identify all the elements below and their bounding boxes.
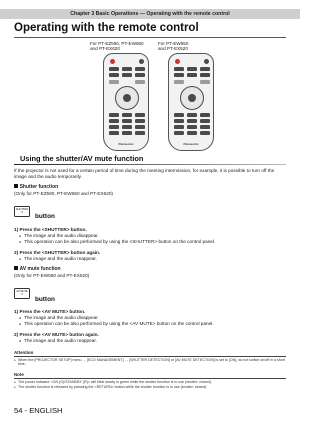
shutter-heading-text: Shutter function	[19, 184, 59, 190]
function-button-icon	[135, 113, 145, 117]
shutter-step-1-bullet-1: ● The image and the audio disappear.	[24, 233, 286, 239]
shutter-applies: (Only for PT-EZ590, PT-EW650 and PT-EX620)	[14, 191, 113, 196]
page-title: Operating with the remote control	[14, 22, 199, 34]
function-button-icon	[200, 113, 210, 117]
input-button-icon	[200, 73, 210, 77]
input-button-icon	[109, 73, 119, 77]
number-button-icon	[122, 131, 132, 135]
input-button-icon	[174, 67, 184, 71]
menu-button-icon	[174, 80, 184, 84]
input-button-icon	[122, 67, 132, 71]
shutter-button-word: button	[35, 213, 55, 220]
shutter-button-icon	[109, 113, 119, 117]
remote-control-image-right	[168, 53, 214, 151]
avmute-step-1-bullet-2: ● This operation can be also performed by using the <AV MUTE> button on the control panel.	[24, 321, 286, 327]
attention-rule	[14, 356, 286, 357]
shutter-step-2-bullet-1: ● The image and the audio reappear.	[24, 256, 286, 262]
av-mute-button-icon	[174, 113, 184, 117]
left-remote-label-line2: and PT-EX620	[90, 46, 120, 52]
input-button-icon	[187, 73, 197, 77]
right-remote-label	[158, 41, 188, 52]
shutter-step-1: 1) Press the <SHUTTER> button.	[14, 227, 87, 232]
number-button-icon	[135, 125, 145, 129]
avmute-key-icon	[14, 288, 30, 299]
avmute-button-word: button	[35, 296, 55, 303]
number-button-icon	[200, 125, 210, 129]
shutter-step-1-bullet-2: ● This operation can be also performed by using the <SHUTTER> button on the control panel.	[24, 239, 286, 245]
return-button-icon	[135, 80, 145, 84]
number-button-icon	[174, 125, 184, 129]
number-button-icon	[109, 131, 119, 135]
left-remote-label	[90, 41, 144, 52]
avmute-heading	[14, 266, 286, 272]
number-button-icon	[135, 131, 145, 135]
function-button-icon	[187, 113, 197, 117]
section-rule	[14, 164, 286, 165]
avmute-heading-text: AV mute function	[19, 266, 61, 272]
function-button-icon	[200, 119, 210, 123]
input-button-icon	[174, 73, 184, 77]
function-button-icon	[187, 119, 197, 123]
function-button-icon	[122, 113, 132, 117]
number-button-icon	[187, 131, 197, 135]
power-button-icon	[110, 59, 115, 64]
standby-button-icon	[139, 59, 144, 64]
input-button-icon	[200, 67, 210, 71]
section-title: Using the shutter/AV mute function	[20, 154, 144, 163]
number-button-icon	[200, 131, 210, 135]
function-button-icon	[109, 119, 119, 123]
right-remote-label-line2: and PT-EX520	[158, 46, 188, 52]
right-remote-label-line1: For PT-EW550	[158, 41, 189, 46]
number-button-icon	[187, 125, 197, 129]
shutter-key-label: SHUTTER	[15, 208, 29, 211]
attention-item-1: ● When the [PROJECTOR SETUP] menu → [ECO MANAGEMENT] → [SHUTTER DETECTION] or [AV MUTE DETECTION] is set to [ON], do not switch on/off in a short time.	[18, 358, 286, 367]
note-item-1: ● The power indicator <ON (G)/STANDBY (R)> will blink slowly in green while the shutter function is in use (shutter: closed).	[18, 380, 286, 384]
bullet-square-icon	[14, 266, 18, 270]
section-header	[14, 153, 286, 165]
page-number: 54 - ENGLISH	[14, 406, 63, 415]
function-button-icon	[174, 119, 184, 123]
section-intro: If the projector is not used for a certain period of time during the meeting intermission, for example, it is possible to turn off the image and the audio temporarily.	[14, 168, 275, 179]
shutter-key-icon	[14, 206, 30, 217]
enter-button-icon	[123, 94, 131, 102]
function-button-icon	[122, 119, 132, 123]
note-heading: Note	[14, 372, 24, 377]
avmute-step-1-bullet-1: ● The image and the audio disappear.	[24, 315, 286, 321]
input-button-icon	[122, 73, 132, 77]
power-button-icon	[175, 59, 180, 64]
avmute-step-1: 1) Press the <AV MUTE> button.	[14, 309, 86, 314]
return-button-icon	[200, 80, 210, 84]
number-button-icon	[174, 131, 184, 135]
menu-button-icon	[109, 80, 119, 84]
number-button-icon	[122, 125, 132, 129]
shutter-heading	[14, 184, 286, 190]
note-rule	[14, 378, 286, 379]
avmute-applies: (Only for PT-EW550 and PT-EX520)	[14, 273, 90, 278]
title-rule	[14, 37, 286, 38]
standby-button-icon	[204, 59, 209, 64]
avmute-key-number: 3	[21, 293, 23, 297]
avmute-step-2-bullet-1: ● The image and the audio reappear.	[24, 338, 286, 344]
remote-control-image-left	[103, 53, 149, 151]
shutter-key-number: 3	[21, 211, 23, 215]
shutter-step-2: 2) Press the <SHUTTER> button again.	[14, 250, 101, 255]
bullet-square-icon	[14, 184, 18, 188]
avmute-step-2: 2) Press the <AV MUTE> button again.	[14, 332, 99, 337]
input-button-icon	[135, 73, 145, 77]
function-button-icon	[135, 119, 145, 123]
number-button-icon	[109, 125, 119, 129]
avmute-key-label: AV MUTE	[16, 290, 28, 293]
chapter-header: Chapter 3 Basic Operations — Operating with the remote control	[0, 9, 300, 19]
note-item-2: ● The shutter function is released by pressing the <RETURN> button while the shutter function is in use (shutter: closed).	[18, 385, 286, 389]
input-button-icon	[187, 67, 197, 71]
brand-logo: Panasonic	[118, 142, 134, 146]
attention-heading: Attention	[14, 350, 34, 355]
brand-logo: Panasonic	[183, 142, 199, 146]
input-button-icon	[135, 67, 145, 71]
input-button-icon	[109, 67, 119, 71]
left-remote-label-line1: For PT-EZ590, PT-EW650	[90, 41, 144, 46]
enter-button-icon	[188, 94, 196, 102]
